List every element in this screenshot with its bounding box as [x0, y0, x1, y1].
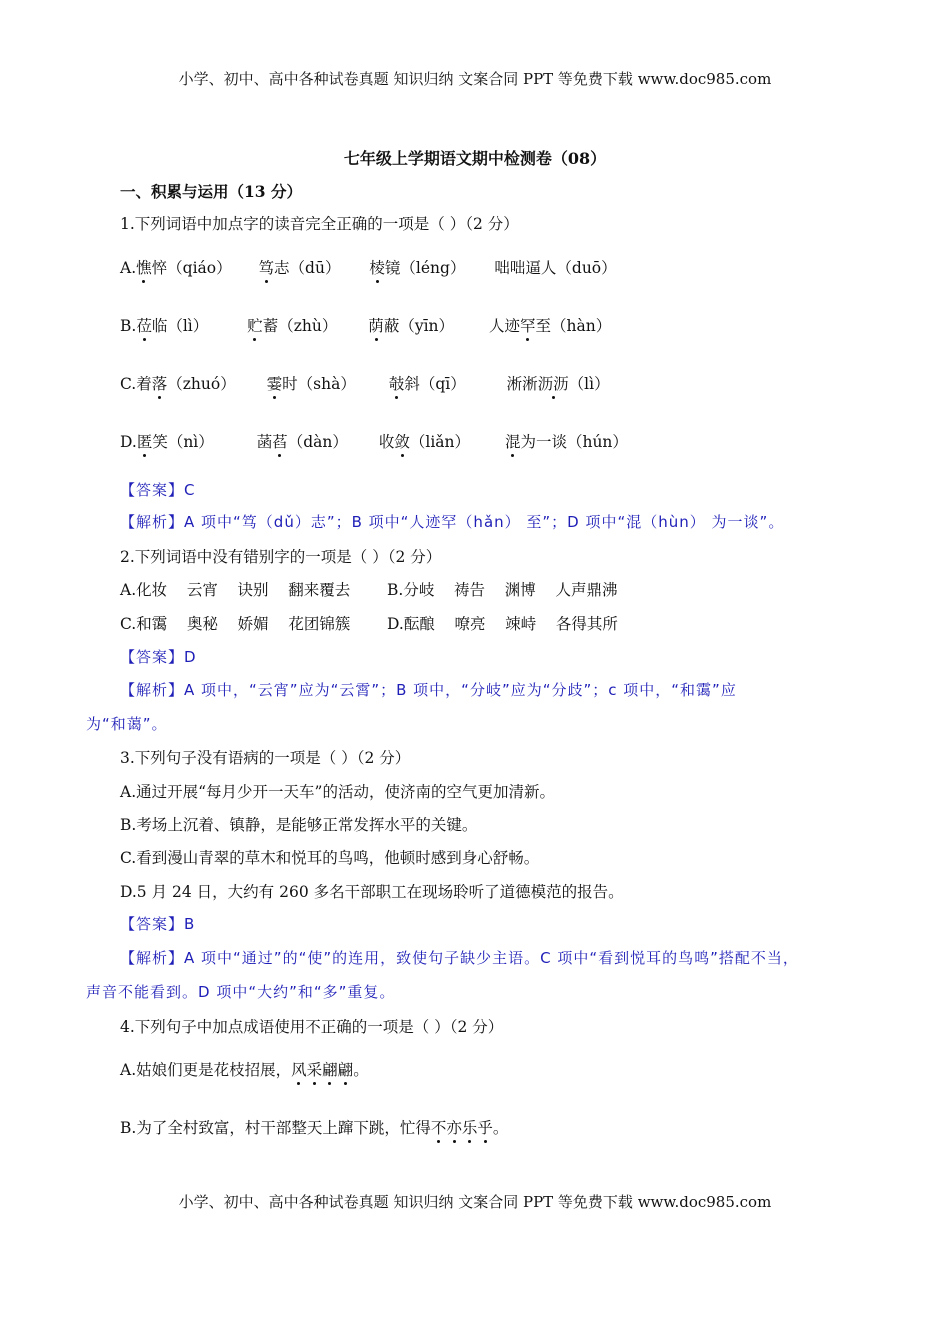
q1-option-b: B.莅临（lì） 贮蓄（zhù） 荫蔽（yīn） 人迹罕至（hàn） [120, 314, 611, 336]
q2-option-d: D.酝酿 嘹亮 竦峙 各得其所 [387, 615, 618, 633]
page-footer: 小学、初中、高中各种试卷真题 知识归纳 文案合同 PPT 等免费下载 www.doc985.com [178, 1193, 772, 1211]
q1-option-a: A.憔悴（qiáo） 笃志（dū） 棱镜（léng） 咄咄逼人（duō） [120, 256, 617, 278]
q2-stem: 2.下列词语中没有错别字的一项是（ ）（2 分） [120, 548, 442, 566]
q1-option-c: C.着落（zhuó） 霎时（shà） 攲斜（qī） 淅淅沥沥（lì） [120, 372, 610, 394]
q2-option-a: A.化妆 云宵 诀别 翻来覆去 [120, 581, 351, 599]
q2-option-b: B.分岐 祷告 渊博 人声鼎沸 [387, 581, 618, 599]
q2-analysis-line1: 【解析】A 项中，“云宵”应为“云霄”；B 项中，“分岐”应为“分歧”；c 项中，“和霭”应 [120, 681, 737, 699]
q2-analysis-line2: 为“和蔼”。 [86, 715, 168, 733]
page-header: 小学、初中、高中各种试卷真题 知识归纳 文案合同 PPT 等免费下载 www.doc985.com [178, 70, 772, 88]
q4-stem: 4.下列句子中加点成语使用不正确的一项是（ ）（2 分） [120, 1018, 504, 1036]
q1-stem: 1.下列词语中加点字的读音完全正确的一项是（ ）（2 分） [120, 215, 519, 233]
q1-answer: 【答案】C [120, 481, 196, 499]
q3-answer: 【答案】B [120, 915, 196, 933]
q3-analysis-line1: 【解析】A 项中“通过”的“使”的连用，致使句子缺少主语。C 项中“看到悦耳的鸟鸣”搭配不当， [120, 949, 799, 967]
q3-stem: 3.下列句子没有语病的一项是（ ）（2 分） [120, 749, 411, 767]
q4-option-a: A.姑娘们更是花枝招展，风采翩翩。 [120, 1058, 369, 1080]
q1-option-d: D.匿笑（nì） 菡萏（dàn） 收敛（liǎn） 混为一谈（hún） [120, 430, 628, 452]
q2-option-c: C.和霭 奥秘 娇媚 花团锦簇 [120, 615, 351, 633]
q3-option-b: B.考场上沉着、镇静，是能够正常发挥水平的关键。 [120, 816, 478, 834]
q3-option-c: C.看到漫山青翠的草木和悦耳的鸟鸣，他顿时感到身心舒畅。 [120, 849, 540, 867]
q3-analysis-line2: 声音不能看到。D 项中“大约”和“多”重复。 [86, 983, 396, 1001]
q4-option-b: B.为了全村致富，村干部整天上蹿下跳，忙得不亦乐乎。 [120, 1116, 508, 1138]
q1-analysis: 【解析】A 项中“笃（dǔ）志”；B 项中“人迹罕（hǎn） 至”；D 项中“混（hùn） 为一谈”。 [120, 513, 785, 531]
q2-answer: 【答案】D [120, 648, 197, 666]
q3-option-a: A.通过开展“每月少开一天车”的活动，使济南的空气更加清新。 [120, 783, 555, 801]
section-heading: 一、积累与运用（13 分） [120, 182, 302, 201]
q3-option-d: D.5 月 24 日，大约有 260 多名干部职工在现场聆听了道德模范的报告。 [120, 883, 624, 901]
page-title: 七年级上学期语文期中检测卷（08） [343, 149, 607, 168]
